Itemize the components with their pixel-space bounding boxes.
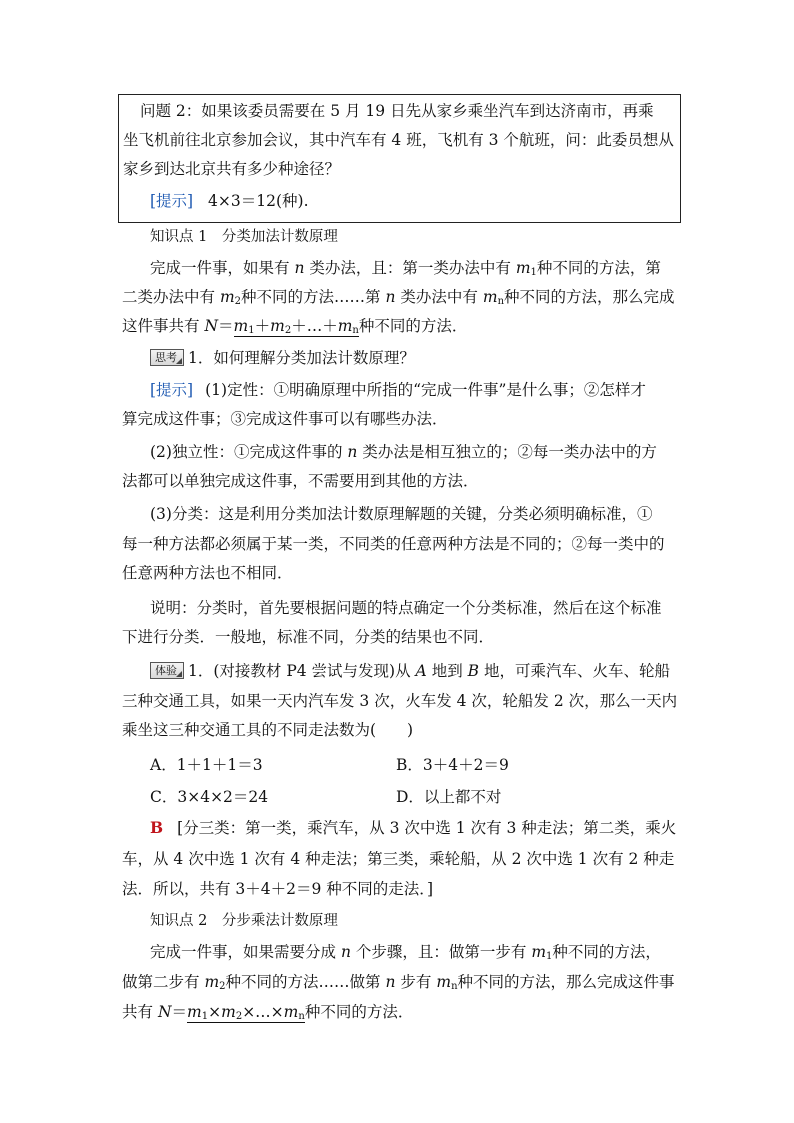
kp1-line-2: 二类办法中有 $m_2$种不同的方法……第 n 类办法中有 $m_n$种不同的方法，那么完成 xyxy=(122,288,675,307)
solution-line-2: 车，从 4 次中选 1 次有 4 种走法；第三类，乘轮船，从 2 次中选 1 次有 2 种走 xyxy=(122,850,675,868)
option-d: D．以上都不对 xyxy=(396,788,502,806)
think-p2-line-2: 法都可以单独完成这件事，不需要用到其他的方法． xyxy=(122,472,479,490)
option-c: C．3×4×2＝24 xyxy=(150,788,269,806)
think-question: 思考 1．如何理解分类加法计数原理？ xyxy=(150,347,415,369)
solution-line-3: 法．所以，共有 3＋4＋2＝9 种不同的走法．] xyxy=(122,880,434,898)
problem-2-line-1: 问题 2：如果该委员需要在 5 月 19 日先从家乡乘坐汽车到达济南市，再乘 xyxy=(140,102,654,120)
exp-line-2: 三种交通工具，如果一天内汽车发 3 次，火车发 4 次，轮船发 2 次，那么一天内 xyxy=(122,692,678,710)
problem-2-line-3: 家乡到达北京共有多少种途径？ xyxy=(123,160,341,178)
kp2-line-3: 共有 $N=m_1\times m_2\times\dots\times m_n$种不同的方法． xyxy=(122,1003,414,1022)
kp2-line-2: 做第二步有 $m_2$种不同的方法……做第 n 步有 $m_n$种不同的方法，那么完成这件事 xyxy=(122,973,675,992)
solution-line-1: B [分三类：第一类，乘汽车，从 3 次中选 1 次有 3 种走法；第二类，乘火 xyxy=(150,818,677,837)
option-a: A．1＋1＋1＝3 xyxy=(150,756,263,774)
think-p1-line-2: 算完成这件事；③完成这件事可以有哪些办法． xyxy=(122,410,448,428)
hint-label: [提示] xyxy=(150,192,194,210)
note-line-2: 下进行分类．一般地，标准不同，分类的结果也不同． xyxy=(122,628,495,646)
think-tag: 思考 xyxy=(150,349,184,366)
think-p1-line-1: [提示] (1)定性：①明确原理中所指的“完成一件事”是什么事；②怎样才 xyxy=(150,381,646,399)
kp2-heading: 知识点 2 分步乘法计数原理 xyxy=(150,913,338,929)
think-hint-label: [提示] xyxy=(150,381,194,399)
kp1-line-3: 这件事共有 $N=m_1+m_2+\dots+m_n$种不同的方法． xyxy=(122,317,468,336)
kp1-line-1: 完成一件事，如果有 n 类办法，且：第一类办法中有 $m_1$种不同的方法，第 xyxy=(150,259,661,278)
think-p3-line-3: 任意两种方法也不相同． xyxy=(122,564,293,582)
kp2-line-1: 完成一件事，如果需要分成 n 个步骤，且：做第一步有 $m_1$种不同的方法， xyxy=(150,943,661,962)
option-b: B．3＋4＋2＝9 xyxy=(396,756,509,774)
exp-line-3: 乘坐这三种交通工具的不同走法数为( ) xyxy=(122,721,414,739)
note-line-1: 说明：分类时，首先要根据问题的特点确定一个分类标准，然后在这个标准 xyxy=(150,599,662,617)
exp-line-1: 体验 1．(对接教材 P4 尝试与发现)从 A 地到 B 地，可乘汽车、火车、轮船 xyxy=(150,660,670,682)
problem-2-hint xyxy=(150,190,309,212)
kp1-heading: 知识点 1 分类加法计数原理 xyxy=(150,229,338,245)
think-p2-line-1: (2)独立性：①完成这件事的 n 类办法是相互独立的；②每一类办法中的方 xyxy=(150,443,657,461)
hint-text: 4×3＝12(种). xyxy=(208,192,309,210)
problem-2-line-2: 坐飞机前往北京参加会议，其中汽车有 4 班，飞机有 3 个航班，问：此委员想从 xyxy=(123,131,674,149)
think-p3-line-1: (3)分类：这是利用分类加法计数原理解题的关键，分类必须明确标准，① xyxy=(150,505,653,523)
answer-letter: B xyxy=(150,818,164,837)
exp-tag: 体验 xyxy=(150,662,184,679)
think-p3-line-2: 每一种方法都必须属于某一类，不同类的任意两种方法是不同的；②每一类中的 xyxy=(122,535,665,553)
kp1-formula: $m_1+m_2+\dots+m_n$ xyxy=(233,317,359,336)
kp2-formula: $m_1\times m_2\times\dots\times m_n$ xyxy=(187,1003,305,1022)
